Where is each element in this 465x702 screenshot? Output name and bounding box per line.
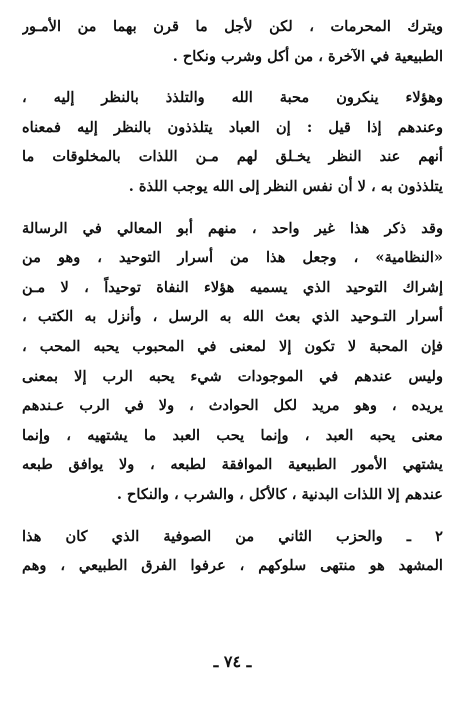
paragraph-1	[22, 12, 443, 71]
text-line: وليس عندهم في الموجودات شيء يحبه الرب إلا بمعنى	[22, 367, 443, 385]
text-line: عندهم إلا اللذات البدنية ، كالأكل ، والشرب ، والنكاح .	[116, 485, 443, 503]
text-line: المشهد هو منتهى سلوكهم ، عرفوا الفرق الطبيعي ، وهم	[22, 557, 443, 575]
page-body	[22, 12, 443, 702]
text-line: يشتهي الأمور الطبيعية الموافقة لطبعه ، ولا يوافق طبعه	[22, 456, 443, 474]
text-line: ويترك المحرمات ، لكن لأجل ما قرن بهما من الأمـور	[22, 18, 443, 35]
paragraph-2	[22, 83, 443, 201]
text-line: أسرار التـوحيد الذي بعث الله به الرسل ، وأنزل به الكتب ،	[22, 308, 443, 326]
text-line: وهؤلاء ينكرون محبة الله والتلذذ بالنظر إليه ،	[22, 89, 443, 107]
paragraph-gap	[22, 202, 443, 214]
paragraph-gap	[22, 71, 443, 83]
text-line: ٢ ـ والحزب الثاني من الصوفية الذي كان هذا	[22, 527, 443, 545]
text-line: فإن المحبة لا تكون إلا لمعنى في المحبوب يحبه المحب ،	[22, 337, 443, 355]
text-line: وقد ذكر هذا غير واحد ، منهم أبو المعالي في الرسالة	[22, 219, 443, 237]
text-line: الطبيعية في الآخرة ، من أكل وشرب ونكاح .	[172, 47, 443, 65]
paragraph-4	[22, 522, 443, 581]
text-line: يتلذذون به ، لا أن نفس النظر إلى الله يوجب اللذة .	[128, 177, 443, 195]
text-line: معنى يحبه العبد ، وإنما يحب العبد ما يشتهيه ، وإنما	[22, 426, 443, 444]
paragraph-3	[22, 214, 443, 510]
text-line: «النظامية» ، وجعل هذا من أسرار التوحيد ، وهو من	[22, 249, 443, 267]
text-line: وعندهم إذا قيل : إن العباد يتلذذون بالنظر إليه فمعناه	[22, 118, 443, 136]
text-line: إشراك التوحيد الذي يسميه هؤلاء النفاة توحيداً ، لا مـن	[22, 278, 443, 296]
text-line: أنهم عند النظر يخـلق لهم مـن اللذات بالمخلوقات ما	[22, 148, 443, 166]
paragraph-gap	[22, 510, 443, 522]
page-number: ـ ٧٤ ـ	[213, 652, 252, 671]
text-line: يريده ، وهو مريد لكل الحوادث ، ولا في الرب عـندهم	[22, 397, 443, 415]
